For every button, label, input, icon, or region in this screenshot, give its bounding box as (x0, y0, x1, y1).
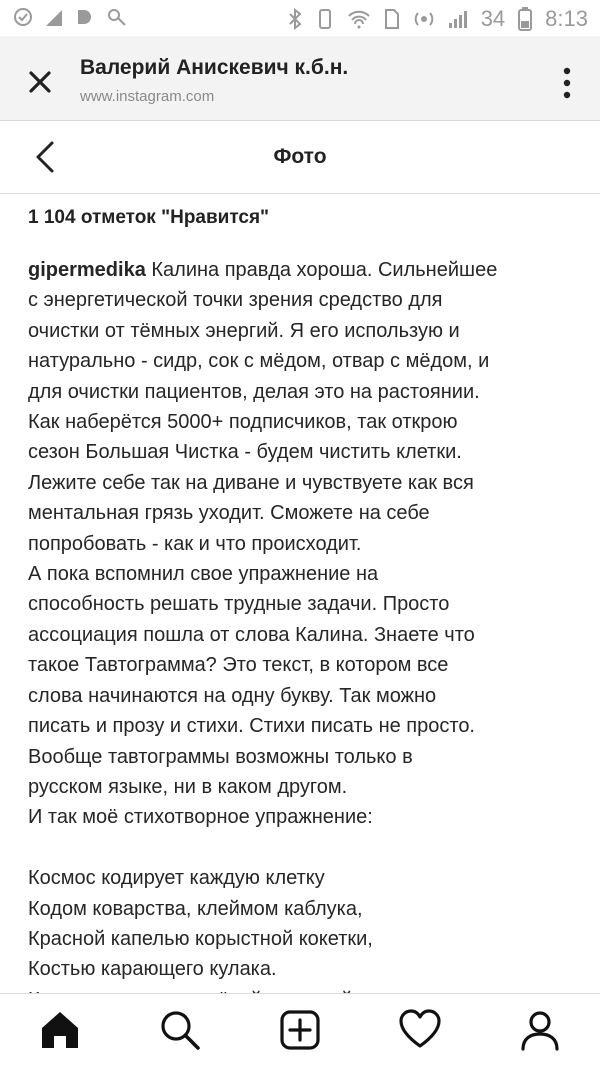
hotspot-icon (413, 7, 435, 31)
caption-line (28, 650, 576, 680)
caption-text: А пока вспомнил свое упражнение на (28, 563, 379, 586)
caption-line (28, 802, 576, 832)
post-caption (28, 255, 576, 1015)
caption-text: И так моё стихотворное упражнение: (28, 806, 373, 829)
vibrate-icon (315, 7, 335, 31)
more-vertical-icon (560, 66, 574, 100)
caption-line (28, 589, 576, 619)
close-button[interactable] (22, 64, 58, 100)
caption-line (28, 377, 576, 407)
notification-icon (12, 6, 34, 28)
post-content (28, 207, 576, 993)
profile-icon (518, 1008, 562, 1052)
caption-text: для очистки пациентов, делая это на растоянии. (28, 380, 480, 403)
overflow-menu-button[interactable] (560, 66, 574, 100)
likes-count[interactable]: 1 104 отметок "Нравится" (28, 207, 270, 228)
caption-text: с энергетической точки зрения средство для (28, 289, 443, 312)
signal-small-icon (44, 6, 64, 28)
caption-text: Лежите себе так на диване и чувствуете как вся (28, 471, 474, 494)
caption-line (28, 498, 576, 528)
page-url: www.instagram.com (80, 88, 215, 105)
caption-text: Космос кодирует каждую клетку (28, 867, 325, 890)
caption-line (28, 437, 576, 467)
caption-text: натурально - сидр, сок с мёдом, отвар с мёдом, и (28, 350, 490, 373)
caption-text: Калина правда хороша. Сильнейшее (145, 259, 498, 281)
nav-title: Фото (273, 145, 327, 168)
caption-line (28, 285, 576, 315)
caption-text: способность решать трудные задачи. Просто (28, 593, 450, 616)
caption-text: сезон Большая Чистка - будем чистить клетки. (28, 441, 462, 464)
caption-line (28, 255, 576, 285)
key-icon (106, 6, 128, 28)
nav-home[interactable] (38, 1008, 82, 1052)
caption-line (28, 559, 576, 589)
caption-text: Костью карающего кулака. (28, 958, 277, 981)
browser-header (0, 36, 600, 121)
nav-activity[interactable] (398, 1008, 442, 1052)
status-right-icons (287, 6, 588, 32)
caption-line (28, 316, 576, 346)
caption-line (28, 863, 576, 893)
media-icon (74, 6, 96, 28)
caption-line (28, 529, 576, 559)
page-title: Валерий Анискевич к.б.н. (80, 56, 349, 79)
battery-percent: 34 (480, 6, 506, 31)
caption-line (28, 620, 576, 650)
status-bar (0, 0, 600, 36)
add-post-icon (278, 1008, 322, 1052)
caption-line (28, 681, 576, 711)
activity-heart-icon (398, 1008, 442, 1052)
caption-line (28, 742, 576, 772)
close-icon (22, 64, 58, 100)
battery-icon (517, 6, 533, 32)
caption-line (28, 711, 576, 741)
status-left-icons (12, 6, 128, 28)
search-icon (158, 1008, 202, 1052)
caption-text: слова начинаются на одну букву. Так можно (28, 684, 437, 707)
sim-icon (383, 7, 401, 31)
caption-line (28, 954, 576, 984)
bluetooth-icon (287, 7, 303, 31)
caption-line (28, 924, 576, 954)
caption-text: Кодом коварства, клеймом каблука, (28, 897, 363, 920)
page-nav (0, 121, 600, 194)
nav-add-post[interactable] (278, 1008, 322, 1052)
clock: 8:13 (545, 6, 588, 31)
caption-line (28, 407, 576, 437)
username-link[interactable]: gipermedika (28, 259, 146, 281)
caption-text: Красной капелью корыстной кокетки, (28, 927, 373, 950)
caption-text: ментальная грязь уходит. Сможете на себе (28, 502, 430, 525)
bottom-nav (0, 993, 600, 1067)
caption-line (28, 346, 576, 376)
caption-text: Как наберётся 5000+ подписчиков, так открою (28, 411, 458, 434)
caption-text: очистки от тёмных энергий. Я его использую и (28, 319, 460, 342)
signal-icon (447, 7, 469, 31)
caption-text: писать и прозу и стихи. Стихи писать не просто. (28, 715, 475, 738)
caption-line (28, 772, 576, 802)
caption-line (28, 468, 576, 498)
caption-text: ассоциация пошла от слова Калина. Знаете что (28, 623, 475, 646)
nav-profile[interactable] (518, 1008, 562, 1052)
caption-text: такое Тавтограмма? Это текст, в котором все (28, 654, 449, 677)
nav-search[interactable] (158, 1008, 202, 1052)
caption-line (28, 894, 576, 924)
home-icon (38, 1008, 82, 1052)
caption-line (28, 833, 576, 863)
caption-text: Вообще тавтограммы возможны только в (28, 745, 413, 768)
caption-text: русском языке, ни в каком другом. (28, 775, 348, 798)
caption-text: попробовать - как и что происходит. (28, 532, 362, 555)
wifi-icon (347, 7, 371, 31)
